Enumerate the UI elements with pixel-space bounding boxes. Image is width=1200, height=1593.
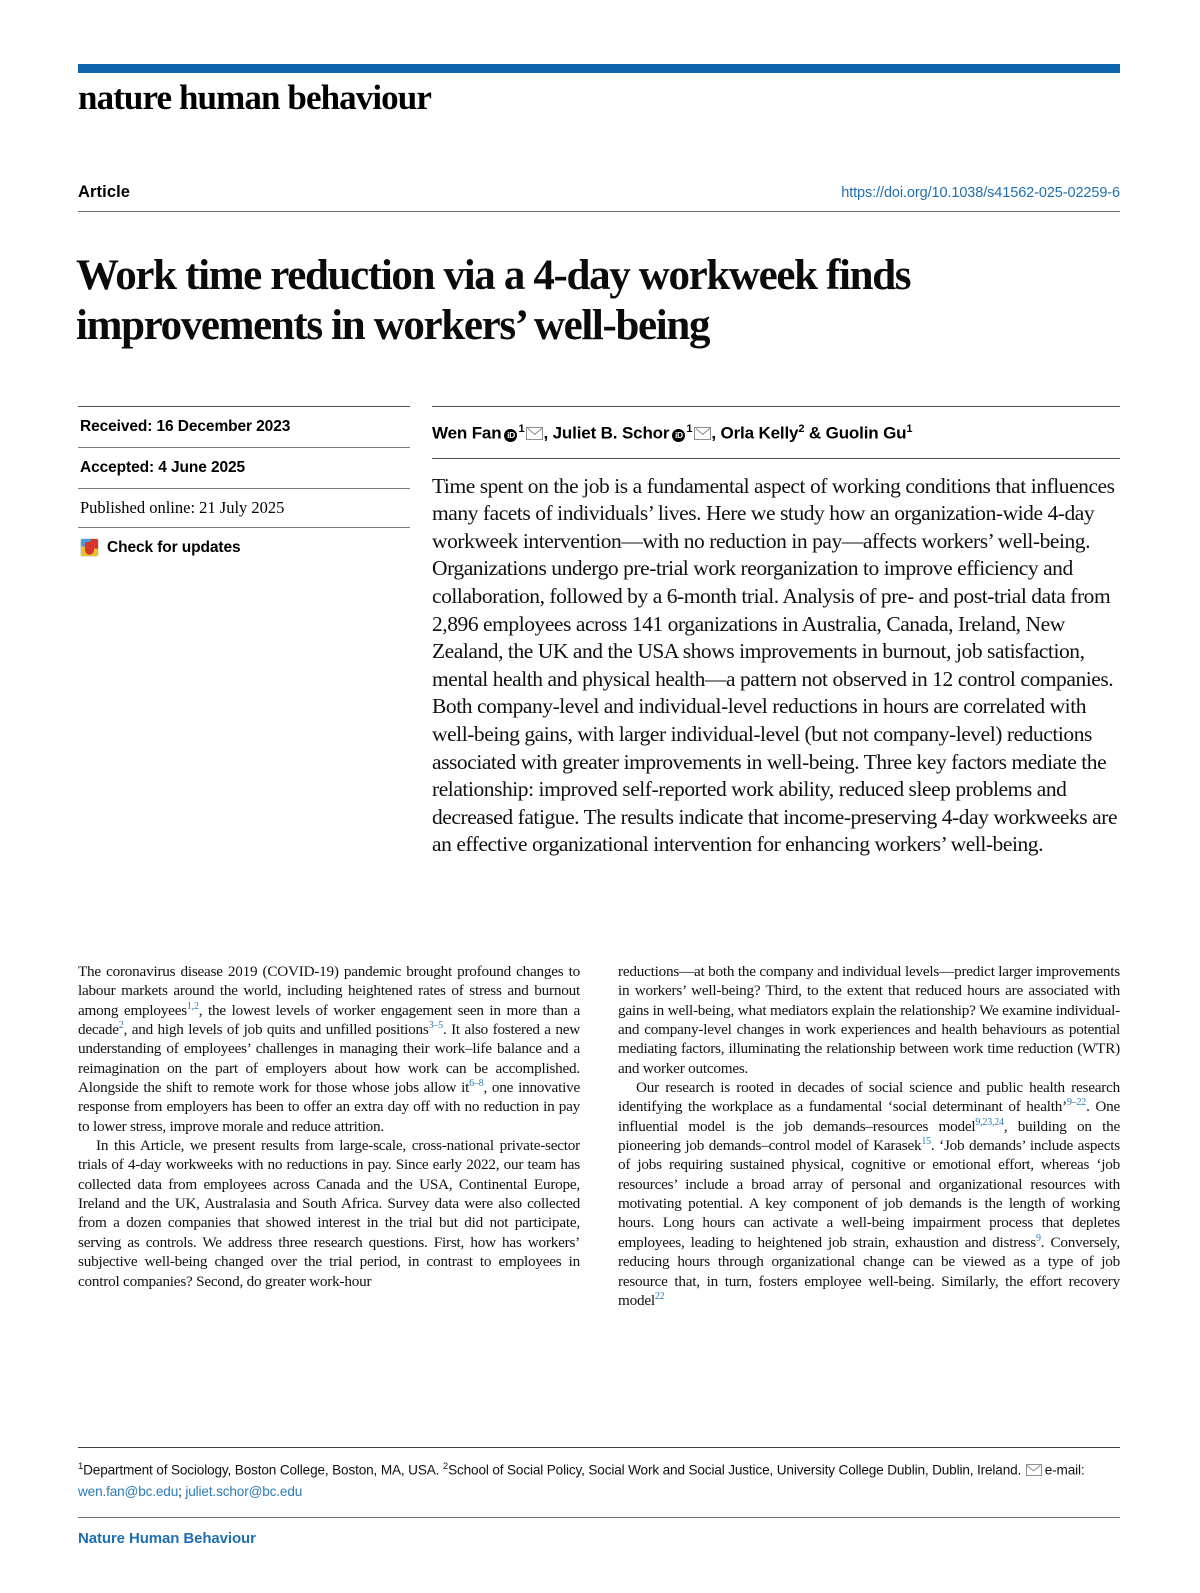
reference-marker[interactable]: 3–5 [428, 1019, 443, 1031]
reference-marker[interactable]: 2 [118, 1019, 124, 1031]
body-column-left [78, 962, 580, 1394]
author-name-3: , Orla Kelly [711, 423, 799, 443]
check-for-updates-label: Check for updates [107, 538, 241, 556]
article-type-and-doi-row [78, 183, 1120, 202]
doi-link[interactable]: https://doi.org/10.1038/s41562-025-02259-6 [841, 185, 1120, 201]
footer-divider [78, 1517, 1120, 1518]
reference-marker[interactable]: 22 [654, 1290, 665, 1302]
author-list [432, 407, 1120, 458]
reference-marker[interactable]: 6–8 [469, 1078, 484, 1089]
envelope-icon [1026, 1464, 1042, 1476]
affiliations-block [78, 1456, 1120, 1502]
article-type-label: Article [78, 183, 131, 201]
reference-marker[interactable]: 9–22 [1066, 1097, 1087, 1109]
text-run: , building on the pioneering job demands–control model of Karasek [618, 1117, 1120, 1155]
body-column-right [618, 962, 1120, 1394]
author-affiliation-marker-3: 2 [798, 423, 805, 435]
email-link-wen-fan[interactable]: wen.fan@bc.edu [78, 1483, 179, 1499]
header-divider [78, 211, 1120, 212]
nature-brand-bar [78, 64, 1120, 73]
email-link-juliet-schor[interactable]: juliet.schor@bc.edu [185, 1483, 303, 1499]
text-run: . One influential model is the job demands–resources model [618, 1098, 1120, 1135]
affiliation-1: Department of Sociology, Boston College, Boston, MA, USA. [83, 1462, 443, 1478]
article-history-column [78, 406, 410, 567]
check-for-updates-button[interactable] [78, 528, 410, 567]
journal-masthead-title: nature human behaviour [78, 78, 431, 117]
page-title: Work time reduction via a 4-day workweek finds improvements in workers’ well-being [76, 251, 911, 349]
author-affiliation-marker-4: 1 [906, 423, 913, 435]
orcid-icon[interactable]: iD [672, 429, 685, 442]
author-affiliation-marker-1: 1 [518, 423, 525, 435]
authors-and-abstract-column [432, 406, 1120, 859]
reference-marker[interactable]: 15 [921, 1136, 931, 1148]
paragraph-our-research [618, 1078, 1120, 1310]
email-label: e-mail: [1044, 1462, 1085, 1478]
footnote-divider [78, 1447, 1120, 1448]
author-affiliation-marker-2: 1 [686, 423, 693, 435]
affiliation-2: School of Social Policy, Social Work and Social Justice, University College Dublin, Dublin, Ireland. [448, 1462, 1025, 1478]
body-columns [78, 962, 1120, 1394]
affiliation-marker-1: 1 [78, 1461, 84, 1472]
reference-marker[interactable]: 1,2 [186, 1000, 199, 1012]
text-run: The coronavirus disease 2019 (COVID-19) pandemic brought profound changes to labour markets around the world, including heightened rates of stress and burnout among employees [78, 963, 580, 1019]
footer-journal-link[interactable]: Nature Human Behaviour [78, 1530, 256, 1547]
crossmark-icon [80, 538, 99, 557]
text-run: , the lowest levels of worker engagement seen in more than a decade [78, 1001, 580, 1039]
affiliation-marker-2: 2 [442, 1461, 449, 1472]
abstract-text: Time spent on the job is a fundamental aspect of working conditions that influences many facets of individuals’ lives. Here we study how an organization-wide 4-day workweek intervention—with no reduction in pay—affects workers’ well-being. Organizations undergo pre-trial work reorganization to improve efficiency and collaboration, followed by a 6-month trial. Analysis of pre- and post-trial data from 2,896 employees across 141 organizations in Australia, Canada, Ireland, New Zealand, the UK and the USA shows improvements in burnout, job satisfaction, mental health and physical health—a pattern not observed in 12 control companies. Both company-level and individual-level reductions in hours are correlated with well-being gains, with larger individual-level (but not company-level) reductions associated with greater improvements in well-being. Three key factors mediate the relationship: improved self-reported work ability, reduced sleep problems and decreased fatigue. The results indicate that income-preserving 4-day workweeks are an effective organizational intervention for enhancing workers’ well-being. [432, 473, 1118, 857]
envelope-icon[interactable] [526, 427, 543, 440]
accepted-date: Accepted: 4 June 2025 [80, 459, 246, 476]
orcid-icon[interactable]: iD [504, 429, 517, 442]
published-online-date: Published online: 21 July 2025 [80, 498, 285, 517]
paragraph-research-questions: reductions—at both the company and individual levels—predict larger improvements in workers’ well-being? Third, to the extent that reduced hours are associated with gains in well-being, what mediators explain the relationship? We examine individual- and company-level changes in work experiences and health behaviours as potential mediating factors, illuminating the relationship between work time reduction (WTR) and worker outcomes. [618, 963, 1120, 1077]
author-name-4: & Guolin Gu [804, 423, 907, 443]
reference-marker[interactable]: 9,23,24 [975, 1116, 1004, 1128]
paragraph-intro [78, 962, 580, 1136]
text-run: . Conversely, reducing hours through organizational change can be viewed as a type of job resource that, in turn, fosters employee well-being. Similarly, the effort recovery model [618, 1233, 1120, 1309]
received-date: Received: 16 December 2023 [80, 418, 291, 435]
author-name-2: , Juliet B. Schor [543, 423, 670, 443]
author-name-1: Wen Fan [432, 423, 502, 443]
envelope-icon[interactable] [694, 427, 711, 440]
text-run: , and high levels of job quits and unfilled positions [123, 1021, 429, 1039]
text-run: , one innovative response from employers has been to offer an extra day off with no reduction in pay to lower stress, improve morale and reduce attrition. [78, 1079, 580, 1135]
reference-marker[interactable]: 9 [1035, 1232, 1041, 1244]
text-run: . ‘Job demands’ include aspects of jobs requiring sustained physical, cognitive or emotional effort, whereas ‘job resources’ include a broad array of personal and organizational resources with motivating potential. A key component of job demands is the length of working hours. Long hours can activate a well-being impairment process that depletes employees, leading to heightened job strain, exhaustion and distress [618, 1137, 1120, 1251]
email-separator: ; [178, 1483, 186, 1499]
text-run: Our research is rooted in decades of social science and public health research identifying the workplace as a fundamental ‘social determinant of health’ [618, 1079, 1120, 1116]
paragraph-this-article: In this Article, we present results from large-scale, cross-national private-sector trials of 4-day workweeks with no reductions in pay. Since early 2022, our team has collected data from employees across Canada and the USA, Continental Europe, Ireland and the UK, Australasia and South Africa. Survey data were also collected from a dozen companies that showed interest in the trial but did not participate, serving as controls. We address three research questions. First, how has workers’ subjective well-being changed over the trial period, in contrast to employees in control companies? Second, do greater work-hour [78, 1137, 580, 1290]
text-run: . It also fostered a new understanding of employees’ challenges in managing their work–life balance and a reimagination on the part of employers about how work can be accomplished. Alongside the shift to remote work for those whose jobs allow it [78, 1021, 580, 1097]
